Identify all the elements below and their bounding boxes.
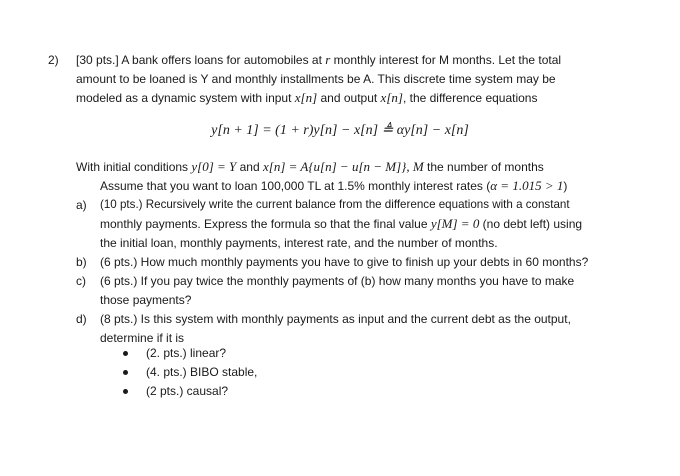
part-d-line-2: determine if it is [100,331,185,345]
conditions-line-2 [100,178,567,194]
difference-equation: y[n + 1] = (1 + r)y[n] − x[n] ≜ αy[n] − x[n] [211,123,469,138]
part-d-subitem-causal: (2 pts.) causal? [146,384,229,398]
conditions-line-1 [76,159,544,175]
intro-text: modeled as a dynamic system with input [76,91,295,105]
conditions-text: With initial conditions [76,160,192,174]
part-c-line-1: (6 pts.) If you pay twice the monthly payments of (b) how many months you have to make [100,274,575,288]
conditions-text: ) [563,179,568,193]
intro-text: [30 pts.] A bank offers loans for automobiles at [76,53,326,67]
conditions-text: the number of months [423,160,544,174]
part-d-line-1: (8 pts.) Is this system with monthly payments as input and the current debt as the output, [100,312,571,326]
math-initial-y: y[0] = Y [191,159,237,174]
math-input: x[n] [294,90,318,105]
math-final-value: y[M] = 0 [430,216,480,231]
conditions-text: Assume that you want to loan 100,000 TL at 1.5% monthly interest rates ( [100,179,491,193]
question-intro-line-2: amount to be loaned is Y and monthly installments be A. This discrete time system may be [76,72,556,86]
bullet-icon [123,351,128,356]
intro-text: , the difference equations [402,91,538,105]
conditions-text: and [236,160,263,174]
part-c-label: c) [76,274,86,288]
part-a-text: (no debt left) using [479,217,583,231]
part-b-line-1: (6 pts.) How much monthly payments you have to give to finish up your debts in 60 months? [100,255,589,269]
part-a-line-3: the initial loan, monthly payments, interest rate, and the number of months. [100,236,498,250]
intro-text: and output [317,91,381,105]
question-number: 2) [48,53,59,67]
part-a-line-1: (10 pts.) Recursively write the current balance from the difference equations with a constant [100,198,570,211]
bullet-icon [123,389,128,394]
part-a-text: monthly payments. Express the formula so that the final value [100,217,431,231]
math-alpha: α = 1.015 > 1 [490,178,564,193]
math-output: x[n] [380,90,403,105]
part-a-line-2 [100,216,582,232]
part-d-label: d) [76,312,87,326]
bullet-icon [123,370,128,375]
part-a-label: a) [76,198,87,212]
part-d-subitem-linear: (2. pts.) linear? [146,346,227,360]
part-c-line-2: those payments? [100,293,192,307]
question-intro-line-3 [76,90,537,106]
question-intro-line-1 [76,52,561,68]
intro-text: monthly interest for M months. Let the total [330,53,562,67]
math-r: r [325,52,331,67]
part-d-subitem-bibo: (4. pts.) BIBO stable, [146,365,258,379]
math-input-def: x[n] = A{u[n] − u[n − M]}, M [262,159,424,174]
part-b-label: b) [76,255,87,269]
